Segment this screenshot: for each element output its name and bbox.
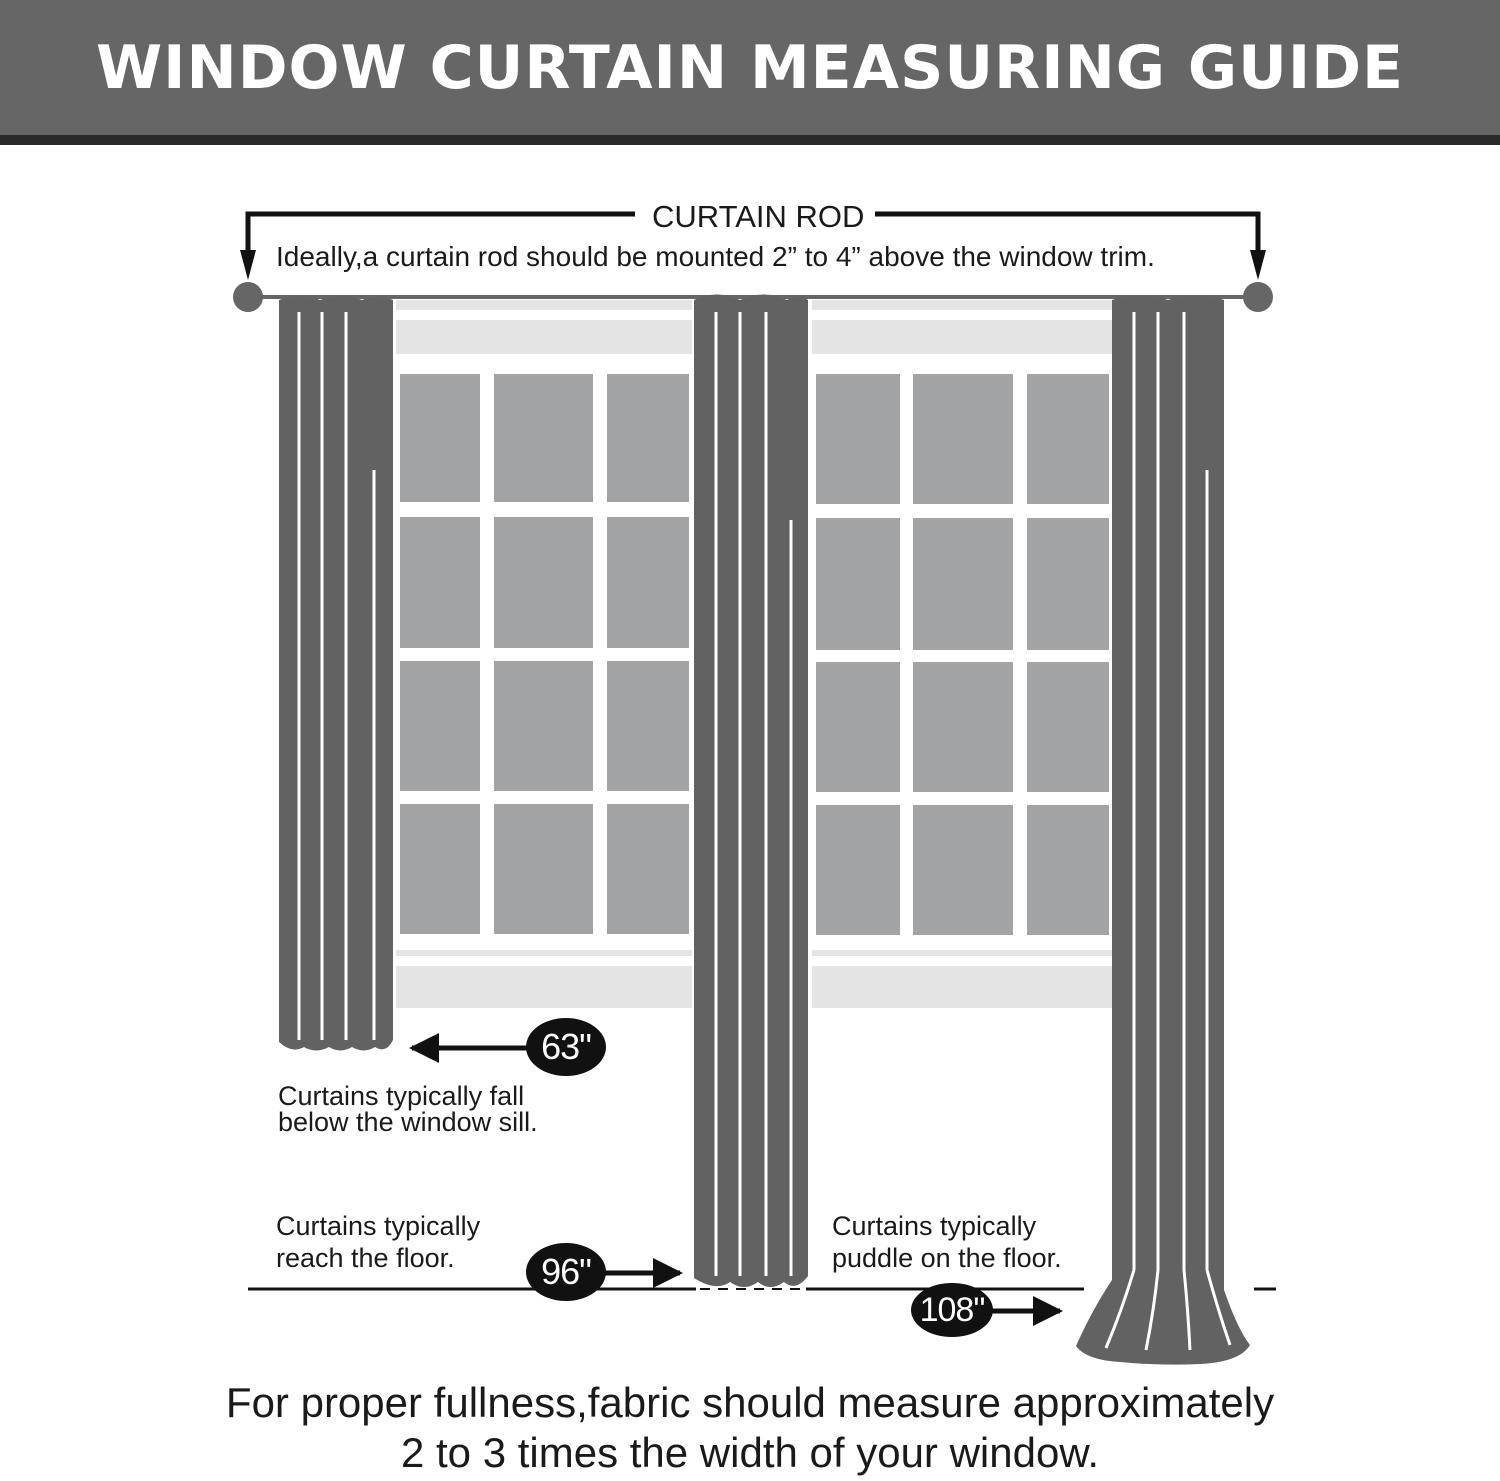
note-96 xyxy=(276,1211,480,1275)
note-63-line1: Curtains typically fall xyxy=(278,1081,525,1111)
note-96-line1: Curtains typically xyxy=(276,1211,481,1241)
rod-finial-left xyxy=(233,282,263,312)
length-badge-96: 96" xyxy=(526,1243,606,1301)
rod-finial-right xyxy=(1243,282,1273,312)
note-108-line1: Curtains typically xyxy=(832,1211,1037,1241)
page-title: WINDOW CURTAIN MEASURING GUIDE xyxy=(95,32,1405,103)
note-108 xyxy=(832,1211,1062,1275)
arrow-down-right-icon xyxy=(1250,250,1266,280)
note-63 xyxy=(278,1083,538,1136)
window-left xyxy=(396,300,692,1008)
rod-title: CURTAIN ROD xyxy=(646,200,870,234)
header-banner xyxy=(0,0,1500,145)
length-badge-63: 63" xyxy=(526,1018,606,1076)
curtain-panel-96 xyxy=(694,295,808,1288)
note-96-line2: reach the floor. xyxy=(276,1242,455,1273)
curtain-illustration xyxy=(0,145,1500,1381)
note-108-line2: puddle on the floor. xyxy=(832,1242,1062,1273)
footer-line-2: 2 to 3 times the width of your window. xyxy=(400,1429,1100,1476)
rod-mounting-note: Ideally,a curtain rod should be mounted 2” to 4” above the window trim. xyxy=(276,241,1155,272)
length-badge-108: 108" xyxy=(911,1283,993,1337)
window-right xyxy=(812,300,1112,1008)
arrow-down-left-icon xyxy=(240,250,256,280)
fullness-footer xyxy=(0,1378,1500,1478)
footer-line-1: For proper fullness,fabric should measure approximately xyxy=(225,1379,1275,1426)
note-63-line2: below the window sill. xyxy=(278,1107,538,1138)
curtain-panel-63 xyxy=(279,296,393,1051)
